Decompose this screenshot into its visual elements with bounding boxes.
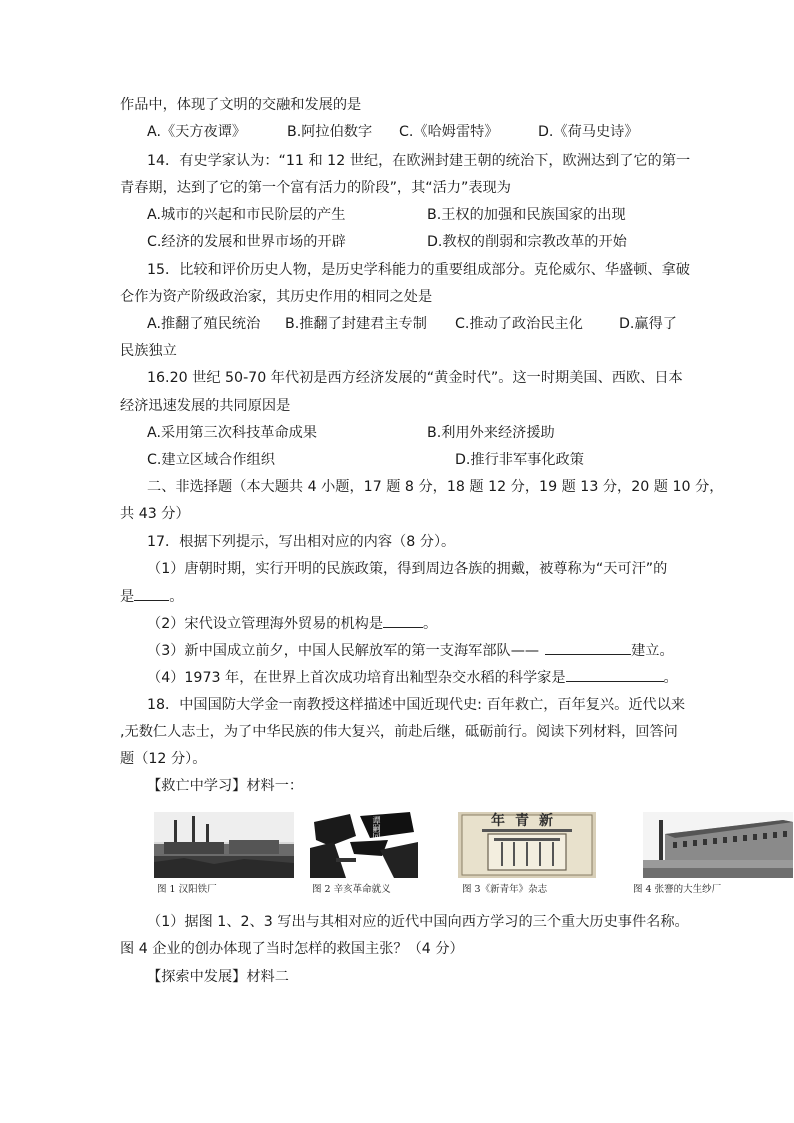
q15-stem-line2: 仑作为资产阶级政治家，其历史作用的相同之处是: [120, 289, 433, 305]
q17-sub1-line2: 是 。: [120, 586, 183, 607]
q15-option-d[interactable]: D.赢得了: [619, 316, 677, 332]
q14-option-b[interactable]: B.王权的加强和民族国家的出现: [427, 207, 626, 223]
q17-answer-blank-1[interactable]: [134, 586, 169, 601]
q13-option-d[interactable]: D.《荷马史诗》: [538, 124, 639, 140]
uprising-photo-icon: [310, 812, 418, 878]
q17-sub4: （4）1973 年，在世界上首次成功培育出籼型杂交水稻的科学家是 。: [147, 667, 678, 688]
q14-option-d[interactable]: D.教权的削弱和宗教改革的开始: [427, 234, 627, 250]
q17-answer-blank-2[interactable]: [383, 613, 423, 628]
q18-stem-line2: ,无数仁人志士，为了中华民族的伟大复兴，前赴后继，砥砺前行。阅读下列材料，回答问: [120, 724, 678, 740]
q18-sub1-line2: 图 4 企业的创办体现了当时怎样的救国主张？（4 分）: [120, 941, 464, 957]
material1-heading: 【救亡中学习】材料一：: [147, 778, 304, 794]
q17-answer-blank-3[interactable]: [545, 640, 631, 655]
q18-sub1-line1: （1）据图 1、2、3 写出与其相对应的近代中国向西方学习的三个重大历史事件名称。: [147, 914, 689, 930]
q18-stem-line1: 18．中国国防大学金一南教授这样描述中国近现代史: 百年救亡，百年复兴。近代以来: [147, 697, 686, 713]
q14-option-c[interactable]: C.经济的发展和世界市场的开辟: [147, 234, 346, 250]
figure-3-title: 年青新: [491, 813, 563, 829]
q18-stem-line3: 题（12 分）。: [120, 751, 207, 767]
q17-sub2: （2）宋代设立管理海外贸易的机构是 。: [147, 613, 437, 634]
q16-option-d[interactable]: D.推行非军事化政策: [455, 452, 584, 468]
figure-2-uprising: [310, 812, 418, 878]
q14-stem-line1: 14．有史学家认为：“11 和 12 世纪，在欧洲封建王朝的统治下，欧洲达到了它的第一: [147, 153, 691, 169]
q13-option-c[interactable]: C.《哈姆雷特》: [399, 124, 499, 140]
figure-2-text: 谭嗣同: [372, 816, 381, 840]
figure-1-caption: 图 1 汉阳铁厂: [157, 884, 217, 895]
q15-option-c[interactable]: C.推动了政治民主化: [455, 316, 583, 332]
q16-stem-line1: 16.20 世纪 50-70 年代初是西方经济发展的“黄金时代”。这一时期美国、西欧、日本: [147, 370, 683, 386]
factory-photo-icon: [154, 812, 294, 878]
q16-option-b[interactable]: B.利用外来经济援助: [427, 425, 555, 441]
q13-option-b[interactable]: B.阿拉伯数字: [287, 124, 373, 140]
figure-3-caption: 图 3《新青年》杂志: [462, 884, 548, 895]
figure-3-new-youth: [458, 812, 596, 878]
figure-1-hanyang-ironworks: [154, 812, 294, 878]
material2-heading: 【探索中发展】材料二: [147, 969, 289, 985]
q13-option-a[interactable]: A.《天方夜谭》: [147, 124, 247, 140]
figure-4-caption: 图 4 张謇的大生纱厂: [633, 884, 722, 895]
q16-option-c[interactable]: C.建立区域合作组织: [147, 452, 275, 468]
part2-heading-line2: 共 43 分）: [120, 506, 190, 522]
part2-heading-line1: 二、非选择题（本大题共 4 小题，17 题 8 分，18 题 12 分，19 题 13 分，20 题 10 分，: [147, 479, 724, 495]
q15-option-b[interactable]: B.推翻了封建君主专制: [285, 316, 427, 332]
q17-answer-blank-4[interactable]: [566, 667, 664, 682]
q13-stem: 作品中，体现了文明的交融和发展的是: [120, 97, 362, 113]
figure-2-caption: 图 2 辛亥革命就义: [312, 884, 391, 895]
q17-stem: 17．根据下列提示，写出相对应的内容（8 分）。: [147, 534, 456, 550]
q15-stem-line1: 15．比较和评价历史人物，是历史学科能力的重要组成部分。克伦威尔、华盛顿、拿破: [147, 262, 690, 278]
q17-sub1-line1: （1）唐朝时期，实行开明的民族政策，得到周边各族的拥戴，被尊称为“天可汗”的: [147, 561, 668, 577]
mill-photo-icon: [643, 812, 793, 878]
q16-option-a[interactable]: A.采用第三次科技革命成果: [147, 425, 318, 441]
q14-option-a[interactable]: A.城市的兴起和市民阶层的产生: [147, 207, 346, 223]
q15-option-d-cont: 民族独立: [120, 343, 177, 359]
figure-4-dasheng-mill: [643, 812, 793, 878]
q17-sub3: （3）新中国成立前夕，中国人民解放军的第一支海军部队—— 建立。: [147, 640, 674, 661]
q16-stem-line2: 经济迅速发展的共同原因是: [120, 398, 291, 414]
q14-stem-line2: 青春期，达到了它的第一个富有活力的阶段”，其“活力”表现为: [120, 180, 511, 196]
q15-option-a[interactable]: A.推翻了殖民统治: [147, 316, 261, 332]
